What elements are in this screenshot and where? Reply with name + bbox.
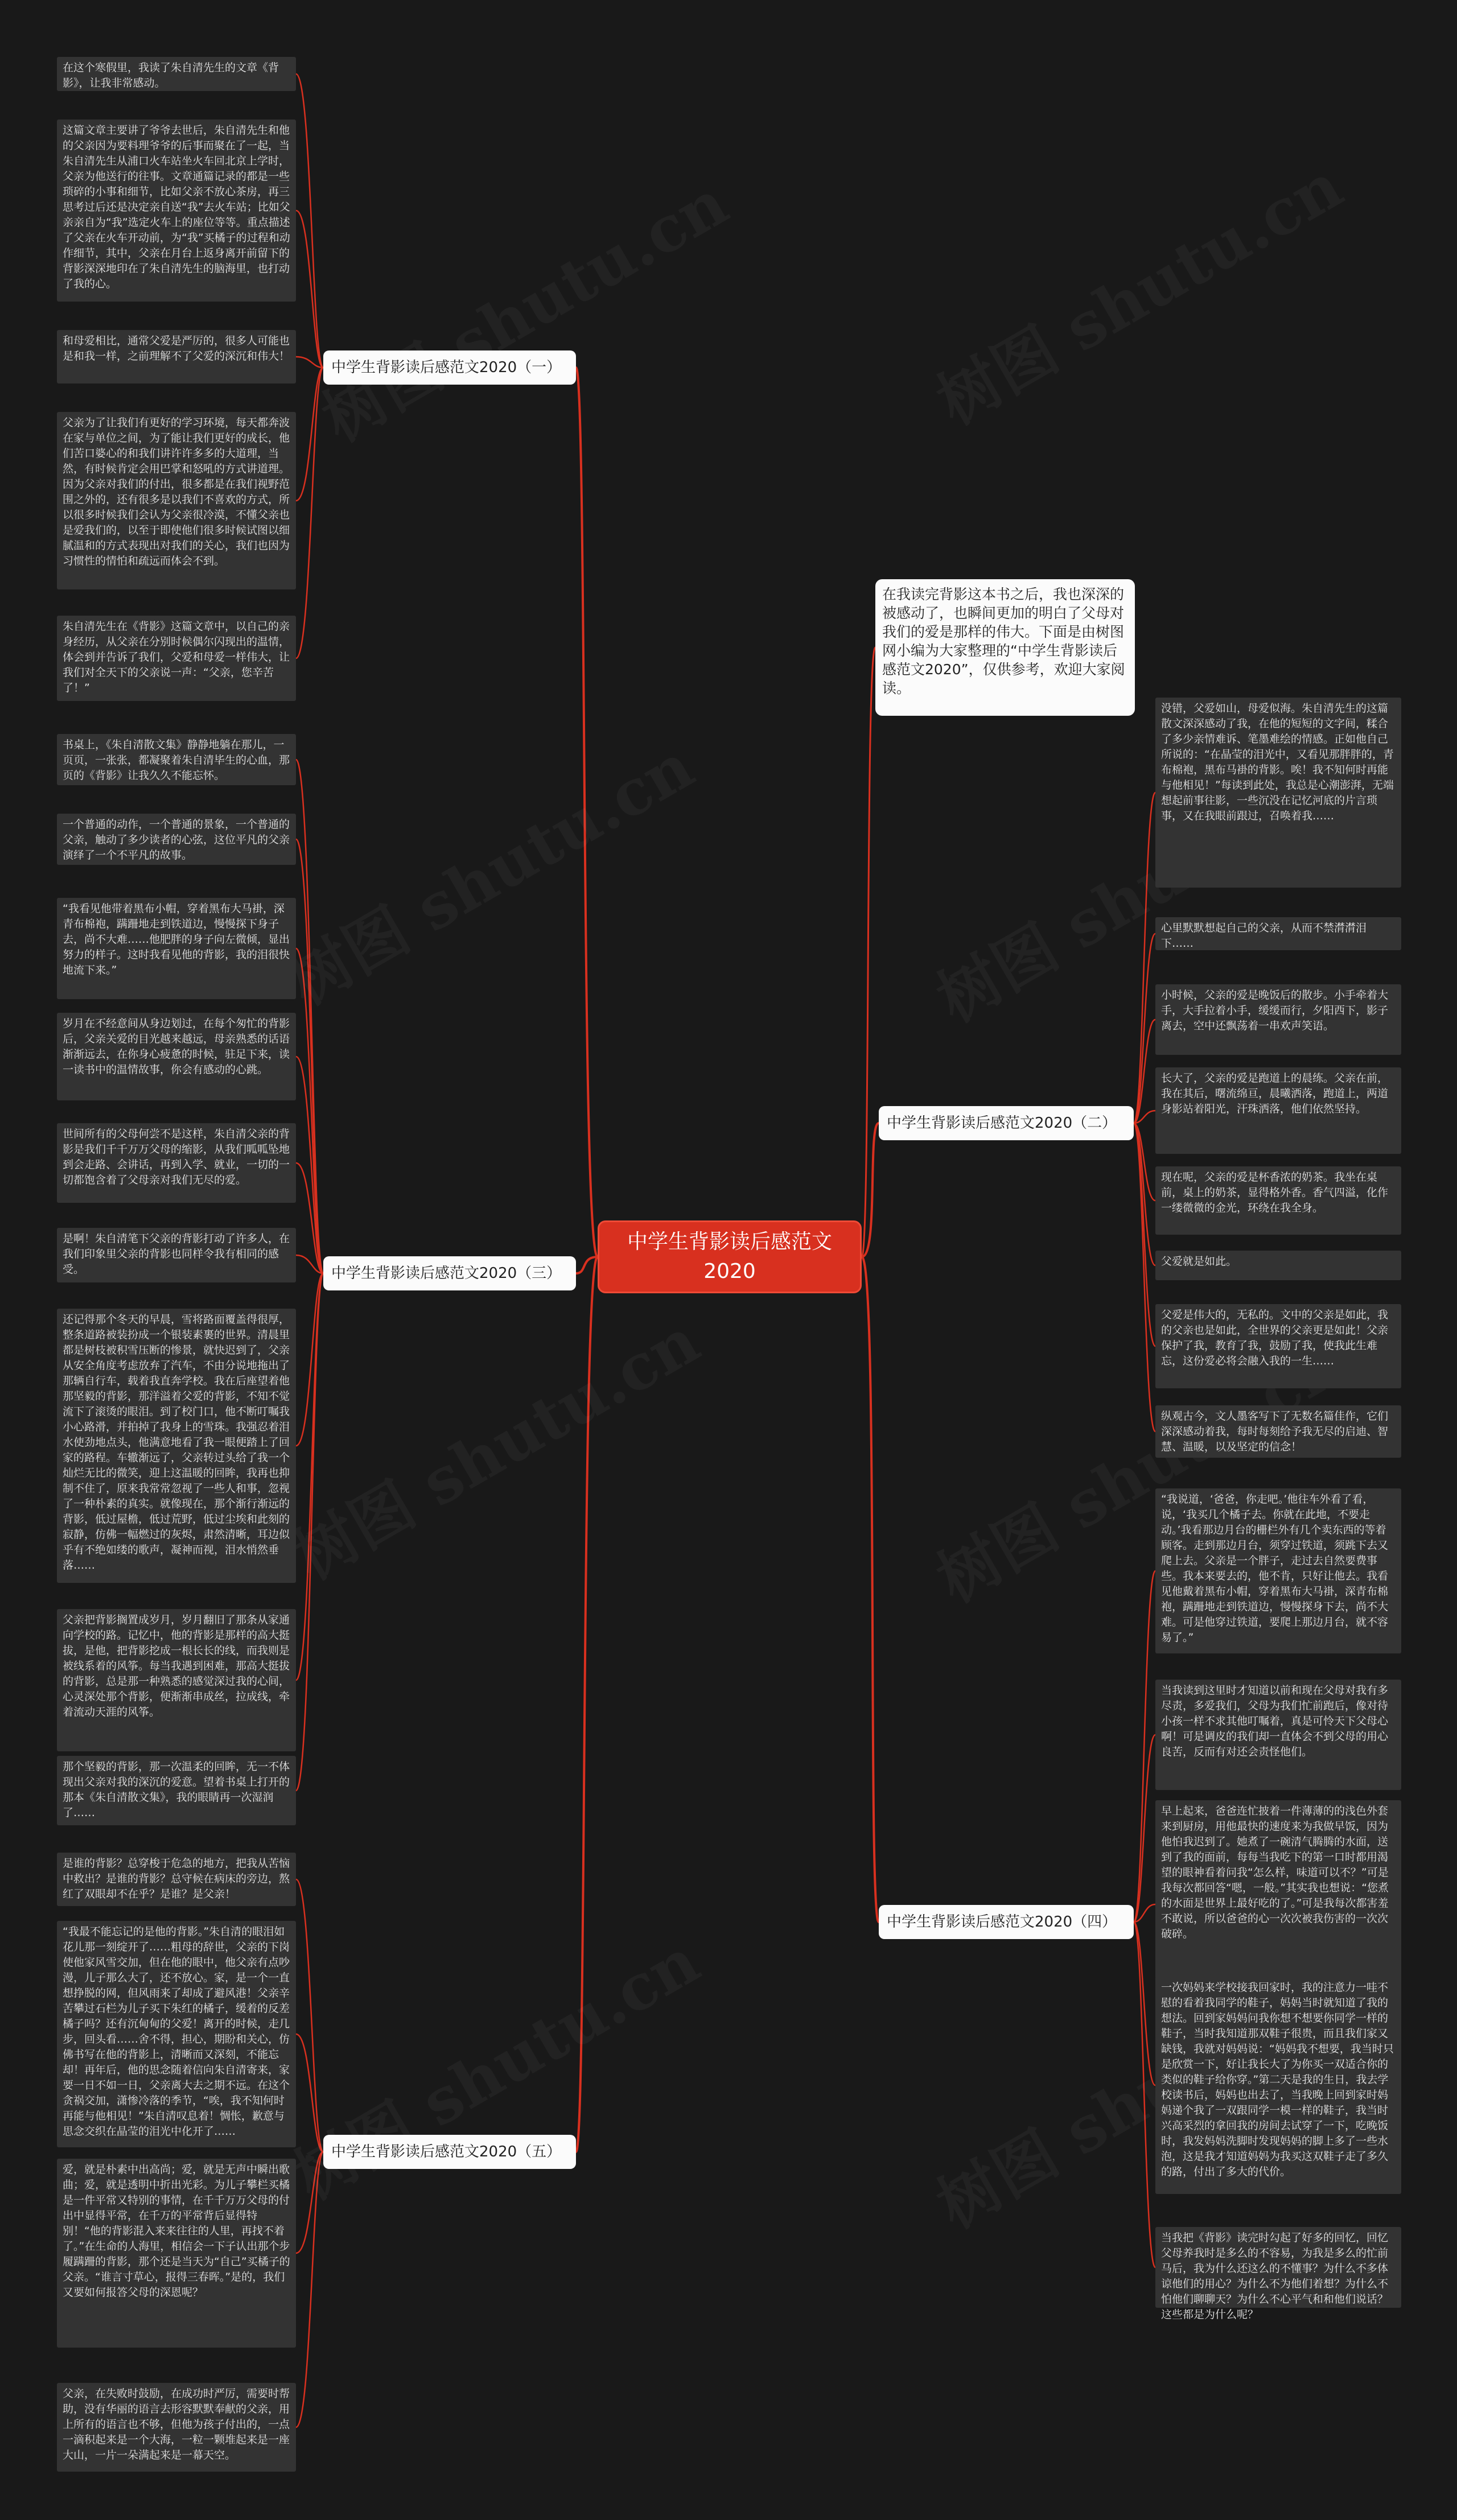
leaf-note[interactable]: 心里默默想起自己的父亲，从而不禁潸潸泪下…… [1155, 917, 1401, 950]
branch-node[interactable]: 中学生背影读后感范文2020（五） [323, 2135, 576, 2169]
leaf-note[interactable]: 一个普通的动作，一个普通的景象，一个普通的父亲，触动了多少读者的心弦，这位平凡的父亲演绎了一个不平凡的故事。 [57, 814, 296, 865]
central-topic[interactable]: 中学生背影读后感范文2020 [598, 1220, 862, 1293]
connector-line [1134, 1735, 1155, 1922]
leaf-note[interactable]: 世间所有的父母何尝不是这样，朱自清父亲的背影是我们千千万万父母的缩影，从我们呱呱坠地到会走路、会讲话，再到入学、就业，一切的一切都饱含着了父母亲对我们无尽的爱。 [57, 1123, 296, 1203]
leaf-note[interactable]: 还记得那个冬天的早晨，雪将路面覆盖得很厚，整条道路被装扮成一个银装素裹的世界。清晨里都是树枝被积雪压断的惨景，就快迟到了，父亲从安全角度考虑放弃了汽车，不由分说地拖出了那辆自行车，载着我直奔学校。我在后座望着他那坚毅的背影，那洋溢着父爱的背影，不知不觉流下了滚烫的眼泪。到了校门口，他不断叮嘱我小心路滑，并拍掉了我身上的雪珠。我强忍着泪水使劲地点头，他满意地看了我一眼便踏上了回家的路程。车辙渐远了，父亲转过头给了我一个灿烂无比的微笑，迎上这温暖的回眸，我再也抑制不住了，原来我常常忽视了一些人和事，忽视了一种朴素的真实。就像现在，那个渐行渐远的背影，低过屋檐，低过荒野，低过尘埃和此刻的寂静，仿佛一幅燃过的灰烬，肃然清晰，耳边似乎有不绝如缕的歌声，凝神而视，泪水悄然垂落…… [57, 1309, 296, 1583]
leaf-note[interactable]: “我看见他带着黑布小帽，穿着黑布大马褂，深青布棉袍，蹒跚地走到铁道边，慢慢探下身子去，尚不大难……他肥胖的身子向左微倾，显出努力的样子。这时我看见他的背影，我的泪很快地流下来。” [57, 898, 296, 999]
leaf-note[interactable]: 那个坚毅的背影，那一次温柔的回眸，无一不体现出父亲对我的深沉的爱意。望着书桌上打开的那本《朱自清散文集》，我的眼睛再一次湿润了…… [57, 1756, 296, 1825]
connector-line [296, 1879, 323, 2152]
leaf-note[interactable]: 在这个寒假里，我读了朱自清先生的文章《背影》，让我非常感动。 [57, 57, 296, 91]
leaf-note[interactable]: “我最不能忘记的是他的背影。”朱自清的眼泪如花儿那一刻绽开了……粗母的辞世，父亲的下岗使他家风雪交加，但在他的眼中，他父亲有点吵漫，儿子那么大了，还不放心。家，是一个一直想挣脱的网，但风雨来了却成了避风港！父亲辛苦攀过石栏为儿子买下朱红的橘子，缓着的反差橘子吗？还有沉甸甸的父爱！离开的时候，走几步，回头看……舍不得，担心，期盼和关心，仿佛书写在他的背影上，清晰而又深刻，不能忘却！再年后，他的思念随着信向朱自清寄来，家要一日不如一日，父亲离大去之期不远。在这个贪祸交加，潇惨冷落的季节，“唉，我不知何时再能与他相见！”朱自清叹息着！惆怅，歉意与思念交织在晶莹的泪光中化开了…… [57, 1921, 296, 2147]
leaf-note[interactable]: 长大了，父亲的爱是跑道上的晨练。父亲在前，我在其后，曙流绵亘，晨曦洒落，跑道上，两道身影站着阳光，汗珠洒落，他们依然坚持。 [1155, 1067, 1401, 1154]
leaf-note[interactable]: 和母爱相比，通常父爱是严厉的，很多人可能也是和我一样，之前理解不了父爱的深沉和伟大！ [57, 330, 296, 383]
leaf-note[interactable]: 父爱是伟大的，无私的。文中的父亲是如此，我的父亲也是如此，全世界的父亲更是如此！父亲保护了我，教育了我，鼓励了我，使我此生难忘，这份爱必将会融入我的一生…… [1155, 1304, 1401, 1388]
leaf-note[interactable]: 这篇文章主要讲了爷爷去世后，朱自清先生和他的父亲因为要料理爷爷的后事而聚在了一起，当朱自清先生从浦口火车站坐火车回北京上学时，父亲为他送行的往事。文章通篇记录的都是一些琐碎的小事和细节，比如父亲不放心茶房，再三思考过后还是决定亲自送“我”去火车站；比如父亲亲自为“我”选定火车上的座位等等。重点描述了父亲在火车开动前，为“我”买橘子的过程和动作细节，其中，父亲在月台上返身离开前留下的背影深深地印在了朱自清先生的脑海里，也打动了我的心。 [57, 119, 296, 302]
connector-line [296, 211, 323, 368]
leaf-note[interactable]: 一次妈妈来学校接我回家时，我的注意力一哇不慰的看着我同学的鞋子，妈妈当时就知道了我的想法。回到家妈妈问我你想不想要你同学一样的鞋子，当时我知道那双鞋子很贵，而且我们家又缺钱，我就对妈妈说：“妈妈我不想要，我当时只是欣赏一下，好让我长大了为你买一双适合你的类似的鞋子给你穿。”第二天是我的生日，我去学校读书后，妈妈也出去了，当我晚上回到家时妈妈递个我了一双跟同学一模一样的鞋子，我当时兴高采烈的拿回我的房间去试穿了一下，吃晚饭时，我发妈妈洗脚时发现妈妈的脚上多了一些水泡，这是我才知道妈妈为我买这双鞋子走了多久的路，付出了多大的代价。 [1155, 1977, 1401, 2194]
connector-line [1134, 1571, 1155, 1922]
branch-node[interactable]: 中学生背影读后感范文2020（四） [879, 1905, 1134, 1939]
connector-line [862, 1257, 879, 1922]
branch-node[interactable]: 中学生背影读后感范文2020（三） [323, 1256, 576, 1290]
intro-note[interactable]: 在我读完背影这本书之后，我也深深的被感动了，也瞬间更加的明白了父母对我们的爱是那样的伟大。下面是由树图网小编为大家整理的“中学生背影读后感范文2020”，仅供参考，欢迎大家阅读。 [875, 579, 1135, 716]
connector-line [296, 1273, 323, 1680]
branch-node[interactable]: 中学生背影读后感范文2020（一） [323, 350, 576, 385]
connector-line [296, 368, 323, 658]
leaf-note[interactable]: 书桌上，《朱自清散文集》静静地躺在那儿，一页页，一张张，都凝聚着朱自清毕生的心血，那页的《背影》让我久久不能忘怀。 [57, 734, 296, 785]
leaf-note[interactable]: 爱，就是朴素中出高尚；爱，就是无声中瞬出歌曲；爱，就是透明中折出光彩。为儿子攀栏买橘是一件平常又特别的事情，在千千万万父母的付出中显得平常，在千万的平常背后显得特别！“他的背影混入来来往往的人里，再找不着了。”在生命的人海里，相信会一下子认出那个步履蹒跚的背影，那个还是当天为“自己”买橘子的父亲。“谁言寸草心，报得三春晖。”是的，我们又要如何报答父母的深恩呢？ [57, 2159, 296, 2348]
leaf-note[interactable]: 当我把《背影》读完时勾起了好多的回忆，回忆父母养我时是多么的不容易，为我是多么的忙前马后，我为什么还这么的不懂事？为什么不多体谅他们的用心？为什么不为他们着想？为什么不怕他们聊聊天？为什么不心平气和和他们说话？这些都是为什么呢？ [1155, 2227, 1401, 2308]
leaf-note[interactable]: 当我读到这里时才知道以前和现在父母对我有多尽责，多爱我们，父母为我们忙前跑后，像对待小孩一样不求其他叮嘱着，真是可怜天下父母心啊！可是调皮的我们却一直体会不到父母的用心良苦，反而有对还会责怪他们。 [1155, 1680, 1401, 1790]
leaf-note[interactable]: 父爱就是如此。 [1155, 1251, 1401, 1280]
leaf-note[interactable]: 纵观古今，文人墨客写下了无数名篇佳作，它们深深感动着我，每时每刻给予我无尽的启迪、智慧、温暖，以及坚定的信念！ [1155, 1405, 1401, 1458]
leaf-note[interactable]: 父亲把背影搁置成岁月，岁月翻旧了那条从家通向学校的路。记忆中，他的背影是那样的高大挺拔，是他，把背影挖成一根长长的线，而我则是被线系着的风筝。每当我遇到困难，那高大挺拔的背影，总是那一种熟悉的感觉深过我的心间，心灵深处那个背影，便渐渐串成丝，拉成线，牵着流动天涯的风筝。 [57, 1609, 296, 1751]
leaf-note[interactable]: 父亲为了让我们有更好的学习环境，每天都奔波在家与单位之间，为了能让我们更好的成长，他们苦口婆心的和我们讲许许多多的大道理，当然，有时候肯定会用巴掌和怒吼的方式讲道理。因为父亲对我们的付出，很多都是在我们视野范围之外的，还有很多是以我们不喜欢的方式，所以很多时候我们会认为父亲很冷漠，不懂父亲也是爱我们的，以至于即使他们很多时候试图以细腻温和的方式表现出对我们的关心，我们也因为习惯性的情怕和疏远而体会不到。 [57, 412, 296, 589]
connector-line [296, 74, 323, 368]
leaf-note[interactable]: 岁月在不经意间从身边划过，在每个匆忙的背影后，父亲关爱的目光越来越远，母亲熟悉的话语渐渐远去，在你身心疲惫的时候，驻足下来，读一读书中的温情故事，你会有感动的心跳。 [57, 1013, 296, 1100]
leaf-note[interactable]: 没错，父爱如山，母爱似海。朱自清先生的这篇散文深深感动了我，在他的短短的文字间，糅合了多少亲情难诉、笔墨难绘的情感。正如他自己所说的：“在晶莹的泪光中，又看见那胖胖的，青布棉袍，黑布马褂的背影。唉！我不知何时再能与他相见！”每读到此处，我总是心潮澎湃，无端想起前事往影，一些沉没在记忆河底的片言琐事，又在我眼前跟过，召唤着我…… [1155, 698, 1401, 888]
leaf-note[interactable]: 是谁的背影？总穿梭于危急的地方，把我从苦恼中救出？是谁的背影？总守候在病床的旁边，熬红了双眼却不在乎？是谁？是父亲！ [57, 1853, 296, 1906]
leaf-note[interactable]: 父亲，在失败时鼓励，在成功时严厉，需要时帮助，没有华丽的语言去形容默默奉献的父亲，用上所有的语言也不够，但他为孩子付出的，一点一滴积起来是一个大海，一粒一颗堆起来是一座大山，一片一朵满起来是一幕天空。 [57, 2383, 296, 2472]
leaf-note[interactable]: 现在呢，父亲的爱是杯香浓的奶茶。我坐在桌前，桌上的奶茶，显得格外香。香气四溢，化作一缕微微的金光，环绕在我全身。 [1155, 1166, 1401, 1235]
leaf-note[interactable]: 早上起来，爸爸连忙披着一件薄薄的的浅色外套来到厨房，用他最快的速度来为我做早饭，因为他怕我迟到了。她煮了一碗清气腾腾的水面，送到了我的面前，每每当我吃下的第一口时都用渴望的眼神看着问我“怎么样，味道可以不？”可是我每次都回答“嗯，一般。”其实我也想说：“您煮的水面是世界上最好吃的了。”可是我每次都害羞不敢说，所以爸爸的心一次次被我伤害的一次次破碎。 [1155, 1800, 1401, 2008]
leaf-note[interactable]: 是啊！朱自清笔下父亲的背影打动了许多人，在我们印象里父亲的背影也同样令我有相同的感受。 [57, 1228, 296, 1282]
leaf-note[interactable]: 朱自清先生在《背影》这篇文章中，以自己的亲身经历，从父亲在分别时候偶尔闪现出的温情，体会到并告诉了我们，父爱和母爱一样伟大，让我们对全天下的父亲说一声：“父亲，您辛苦了！” [57, 616, 296, 701]
branch-node[interactable]: 中学生背影读后感范文2020（二） [879, 1106, 1134, 1140]
leaf-note[interactable]: “我说道，‘爸爸，你走吧。’他往车外看了看，说，‘我买几个橘子去。你就在此地，不要走动。’我看那边月台的栅栏外有几个卖东西的等着顾客。走到那边月台，须穿过铁道，须跳下去又爬上去。父亲是一个胖子，走过去自然要费事些。我本来要去的，他不肯，只好让他去。我看见他戴着黑布小帽，穿着黑布大马褂，深青布棉袍，蹒跚地走到铁道边，慢慢探身下去，尚不大难。可是他穿过铁道，要爬上那边月台，就不容易了。” [1155, 1488, 1401, 1653]
connector-line [1134, 1123, 1155, 1346]
leaf-note[interactable]: 小时候，父亲的爱是晚饭后的散步。小手牵着大手，大手拉着小手，缓缓而行，夕阳西下，影子离去，空中还飘荡着一串欢声笑语。 [1155, 984, 1401, 1055]
